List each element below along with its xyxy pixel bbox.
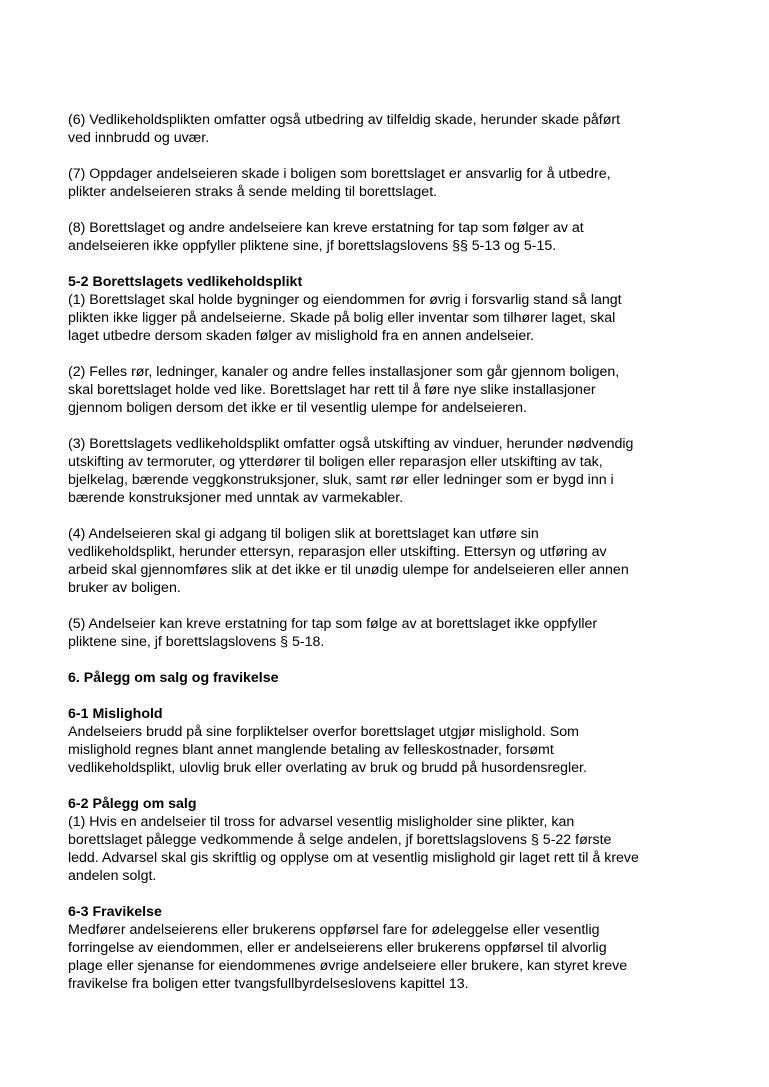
text-line: vedlikeholdsplikt, herunder ettersyn, reparasjon eller utskifting. Ettersyn og utføring av (68, 544, 607, 560)
paragraph (68, 813, 708, 885)
paragraph (68, 291, 708, 345)
text-line: plikter andelseieren straks å sende melding til borettslaget. (68, 184, 438, 200)
paragraph-spacer (68, 147, 708, 165)
text-line: (3) Borettslagets vedlikeholdsplikt omfatter også utskifting av vinduer, herunder nødvendig (68, 436, 634, 452)
text-line: ved innbrudd og uvær. (68, 130, 210, 146)
text-line: plikten ikke ligger på andelseierne. Skade på bolig eller inventar som tilhører laget, skal (68, 310, 616, 326)
text-line: (2) Felles rør, ledninger, kanaler og andre felles installasjoner som går gjennom boligen, (68, 364, 620, 380)
paragraph (68, 219, 708, 255)
paragraph-spacer (68, 597, 708, 615)
text-line: laget utbedre dersom skaden følger av mislighold fra en annen andelseier. (68, 328, 535, 344)
section-heading: 5-2 Borettslagets vedlikeholdsplikt (68, 274, 303, 290)
text-line: plage eller sjenanse for eiendommenes øvrige andelseiere eller brukere, kan styret kreve (68, 958, 628, 974)
text-line: bjelkelag, bærende veggkonstruksjoner, sluk, samt rør eller ledninger som er bygd inn i (68, 472, 614, 488)
text-line: (1) Borettslaget skal holde bygninger og eiendommen for øvrig i forsvarlig stand så langt (68, 292, 622, 308)
text-line: vedlikeholdsplikt, ulovlig bruk eller overlating av bruk og brudd på husordensregler. (68, 760, 587, 776)
paragraph-spacer (68, 885, 708, 903)
paragraph (68, 921, 708, 993)
text-line: skal borettslaget holde ved like. Borettslaget har rett til å føre nye slike installasjoner (68, 382, 596, 398)
text-line: andelen solgt. (68, 868, 157, 884)
text-line: (6) Vedlikeholdsplikten omfatter også utbedring av tilfeldig skade, herunder skade påført (68, 112, 621, 128)
section-heading: 6-2 Pålegg om salg (68, 796, 197, 812)
text-line: (5) Andelseier kan kreve erstatning for tap som følge av at borettslaget ikke oppfyller (68, 616, 598, 632)
paragraph-spacer (68, 687, 708, 705)
text-line: bruker av boligen. (68, 580, 181, 596)
text-line: utskifting av termoruter, og ytterdører til boligen eller reparasjon eller utskifting av tak, (68, 454, 603, 470)
text-line: fravikelse fra boligen etter tvangsfullbyrdelseslovens kapittel 13. (68, 976, 469, 992)
section-heading: 6-3 Fravikelse (68, 904, 162, 920)
text-line: arbeid skal gjennomføres slik at det ikke er til unødig ulempe for andelseieren eller annen (68, 562, 629, 578)
paragraph (68, 435, 708, 507)
section-heading: 6. Pålegg om salg og fravikelse (68, 670, 279, 686)
text-line: gjennom boligen dersom det ikke er til vesentlig ulempe for andelseieren. (68, 400, 527, 416)
paragraph (68, 723, 708, 777)
paragraph-spacer (68, 507, 708, 525)
paragraph (68, 363, 708, 417)
paragraph-spacer (68, 345, 708, 363)
paragraph (68, 525, 708, 597)
text-line: (4) Andelseieren skal gi adgang til boligen slik at borettslaget kan utføre sin (68, 526, 539, 542)
text-line: Medfører andelseierens eller brukerens oppførsel fare for ødeleggelse eller vesentlig (68, 922, 600, 938)
text-line: andelseieren ikke oppfyller pliktene sine, jf borettslagslovens §§ 5-13 og 5-15. (68, 238, 557, 254)
paragraph (68, 165, 708, 201)
section-heading: 6-1 Mislighold (68, 706, 163, 722)
text-line: mislighold regnes blant annet manglende betaling av felleskostnader, forsømt (68, 742, 554, 758)
text-line: pliktene sine, jf borettslagslovens § 5-18. (68, 634, 325, 650)
paragraph-spacer (68, 255, 708, 273)
text-line: ledd. Advarsel skal gis skriftlig og opplyse om at vesentlig mislighold gir laget rett til å kreve (68, 850, 639, 866)
text-line: (7) Oppdager andelseieren skade i boligen som borettslaget er ansvarlig for å utbedre, (68, 166, 611, 182)
text-line: forringelse av eiendommen, eller er andelseierens eller brukerens oppførsel til alvorlig (68, 940, 607, 956)
document-body (68, 111, 708, 993)
paragraph-spacer (68, 201, 708, 219)
paragraph-spacer (68, 777, 708, 795)
text-line: (8) Borettslaget og andre andelseiere kan kreve erstatning for tap som følger av at (68, 220, 584, 236)
text-line: bærende konstruksjoner med unntak av varmekabler. (68, 490, 404, 506)
paragraph-spacer (68, 651, 708, 669)
text-line: (1) Hvis en andelseier til tross for advarsel vesentlig misligholder sine plikter, kan (68, 814, 575, 830)
paragraph-spacer (68, 417, 708, 435)
paragraph (68, 111, 708, 147)
text-line: borettslaget pålegge vedkommende å selge andelen, jf borettslagslovens § 5-22 første (68, 832, 612, 848)
paragraph (68, 615, 708, 651)
text-line: Andelseiers brudd på sine forpliktelser overfor borettslaget utgjør mislighold. Som (68, 724, 579, 740)
